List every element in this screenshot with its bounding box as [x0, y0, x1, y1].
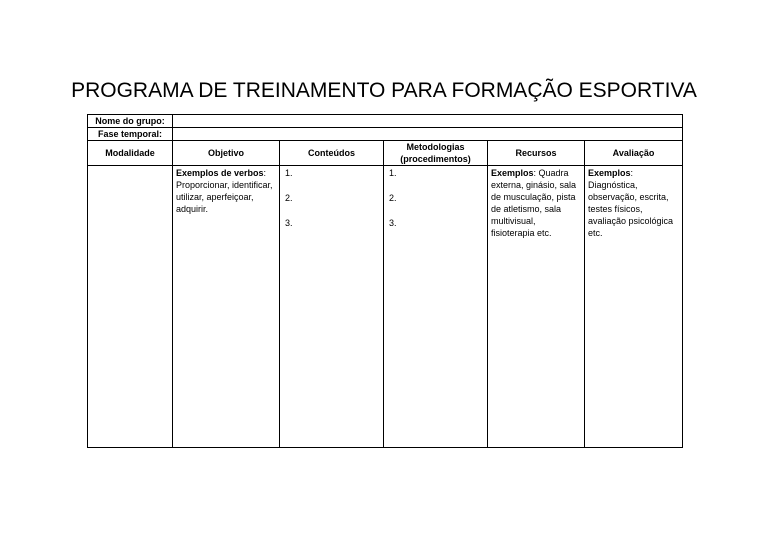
modality-cell[interactable]: [88, 166, 173, 448]
evaluation-cell[interactable]: [585, 166, 683, 448]
methodologies-list: [387, 167, 484, 242]
resources-examples-label: Exemplos: [491, 168, 534, 178]
methodologies-cell[interactable]: [384, 166, 488, 448]
column-header-row: [88, 141, 683, 166]
group-name-field[interactable]: [173, 115, 683, 128]
contents-item: 1.: [285, 168, 293, 178]
objective-examples-text: : Proporcionar, identificar, utilizar, aperfeiçoar, adquirir.: [176, 168, 273, 214]
group-name-label: Nome do grupo:: [88, 115, 173, 128]
contents-item: 2.: [285, 193, 293, 203]
header-evaluation: Avaliação: [585, 141, 683, 166]
resources-cell[interactable]: [488, 166, 585, 448]
objective-examples-label: Exemplos de verbos: [176, 168, 264, 178]
header-contents: Conteúdos: [280, 141, 384, 166]
resources-examples-text: : Quadra externa, ginásio, sala de musculação, pista de atletismo, sala multivisual, fisioterapia etc.: [491, 168, 577, 238]
time-phase-label: Fase temporal:: [88, 128, 173, 141]
group-name-row: [88, 115, 683, 128]
page-title: PROGRAMA DE TREINAMENTO PARA FORMAÇÃO ESPORTIVA: [71, 79, 697, 102]
header-resources: Recursos: [488, 141, 585, 166]
content-row: [88, 166, 683, 448]
header-methodologies: Metodologias (procedimentos): [384, 141, 488, 166]
contents-item: 3.: [285, 218, 293, 228]
contents-list: [283, 167, 380, 242]
objective-cell[interactable]: [173, 166, 280, 448]
time-phase-field[interactable]: [173, 128, 683, 141]
methodologies-item: 2.: [389, 193, 397, 203]
methodologies-item: 1.: [389, 168, 397, 178]
header-objective: Objetivo: [173, 141, 280, 166]
time-phase-row: [88, 128, 683, 141]
header-modality: Modalidade: [88, 141, 173, 166]
training-program-table: [87, 114, 683, 448]
contents-cell[interactable]: [280, 166, 384, 448]
evaluation-examples-label: Exemplos: [588, 168, 631, 178]
methodologies-item: 3.: [389, 218, 397, 228]
evaluation-examples-text: : Diagnóstica, observação, escrita, testes físicos, avaliação psicológica etc.: [588, 168, 674, 238]
